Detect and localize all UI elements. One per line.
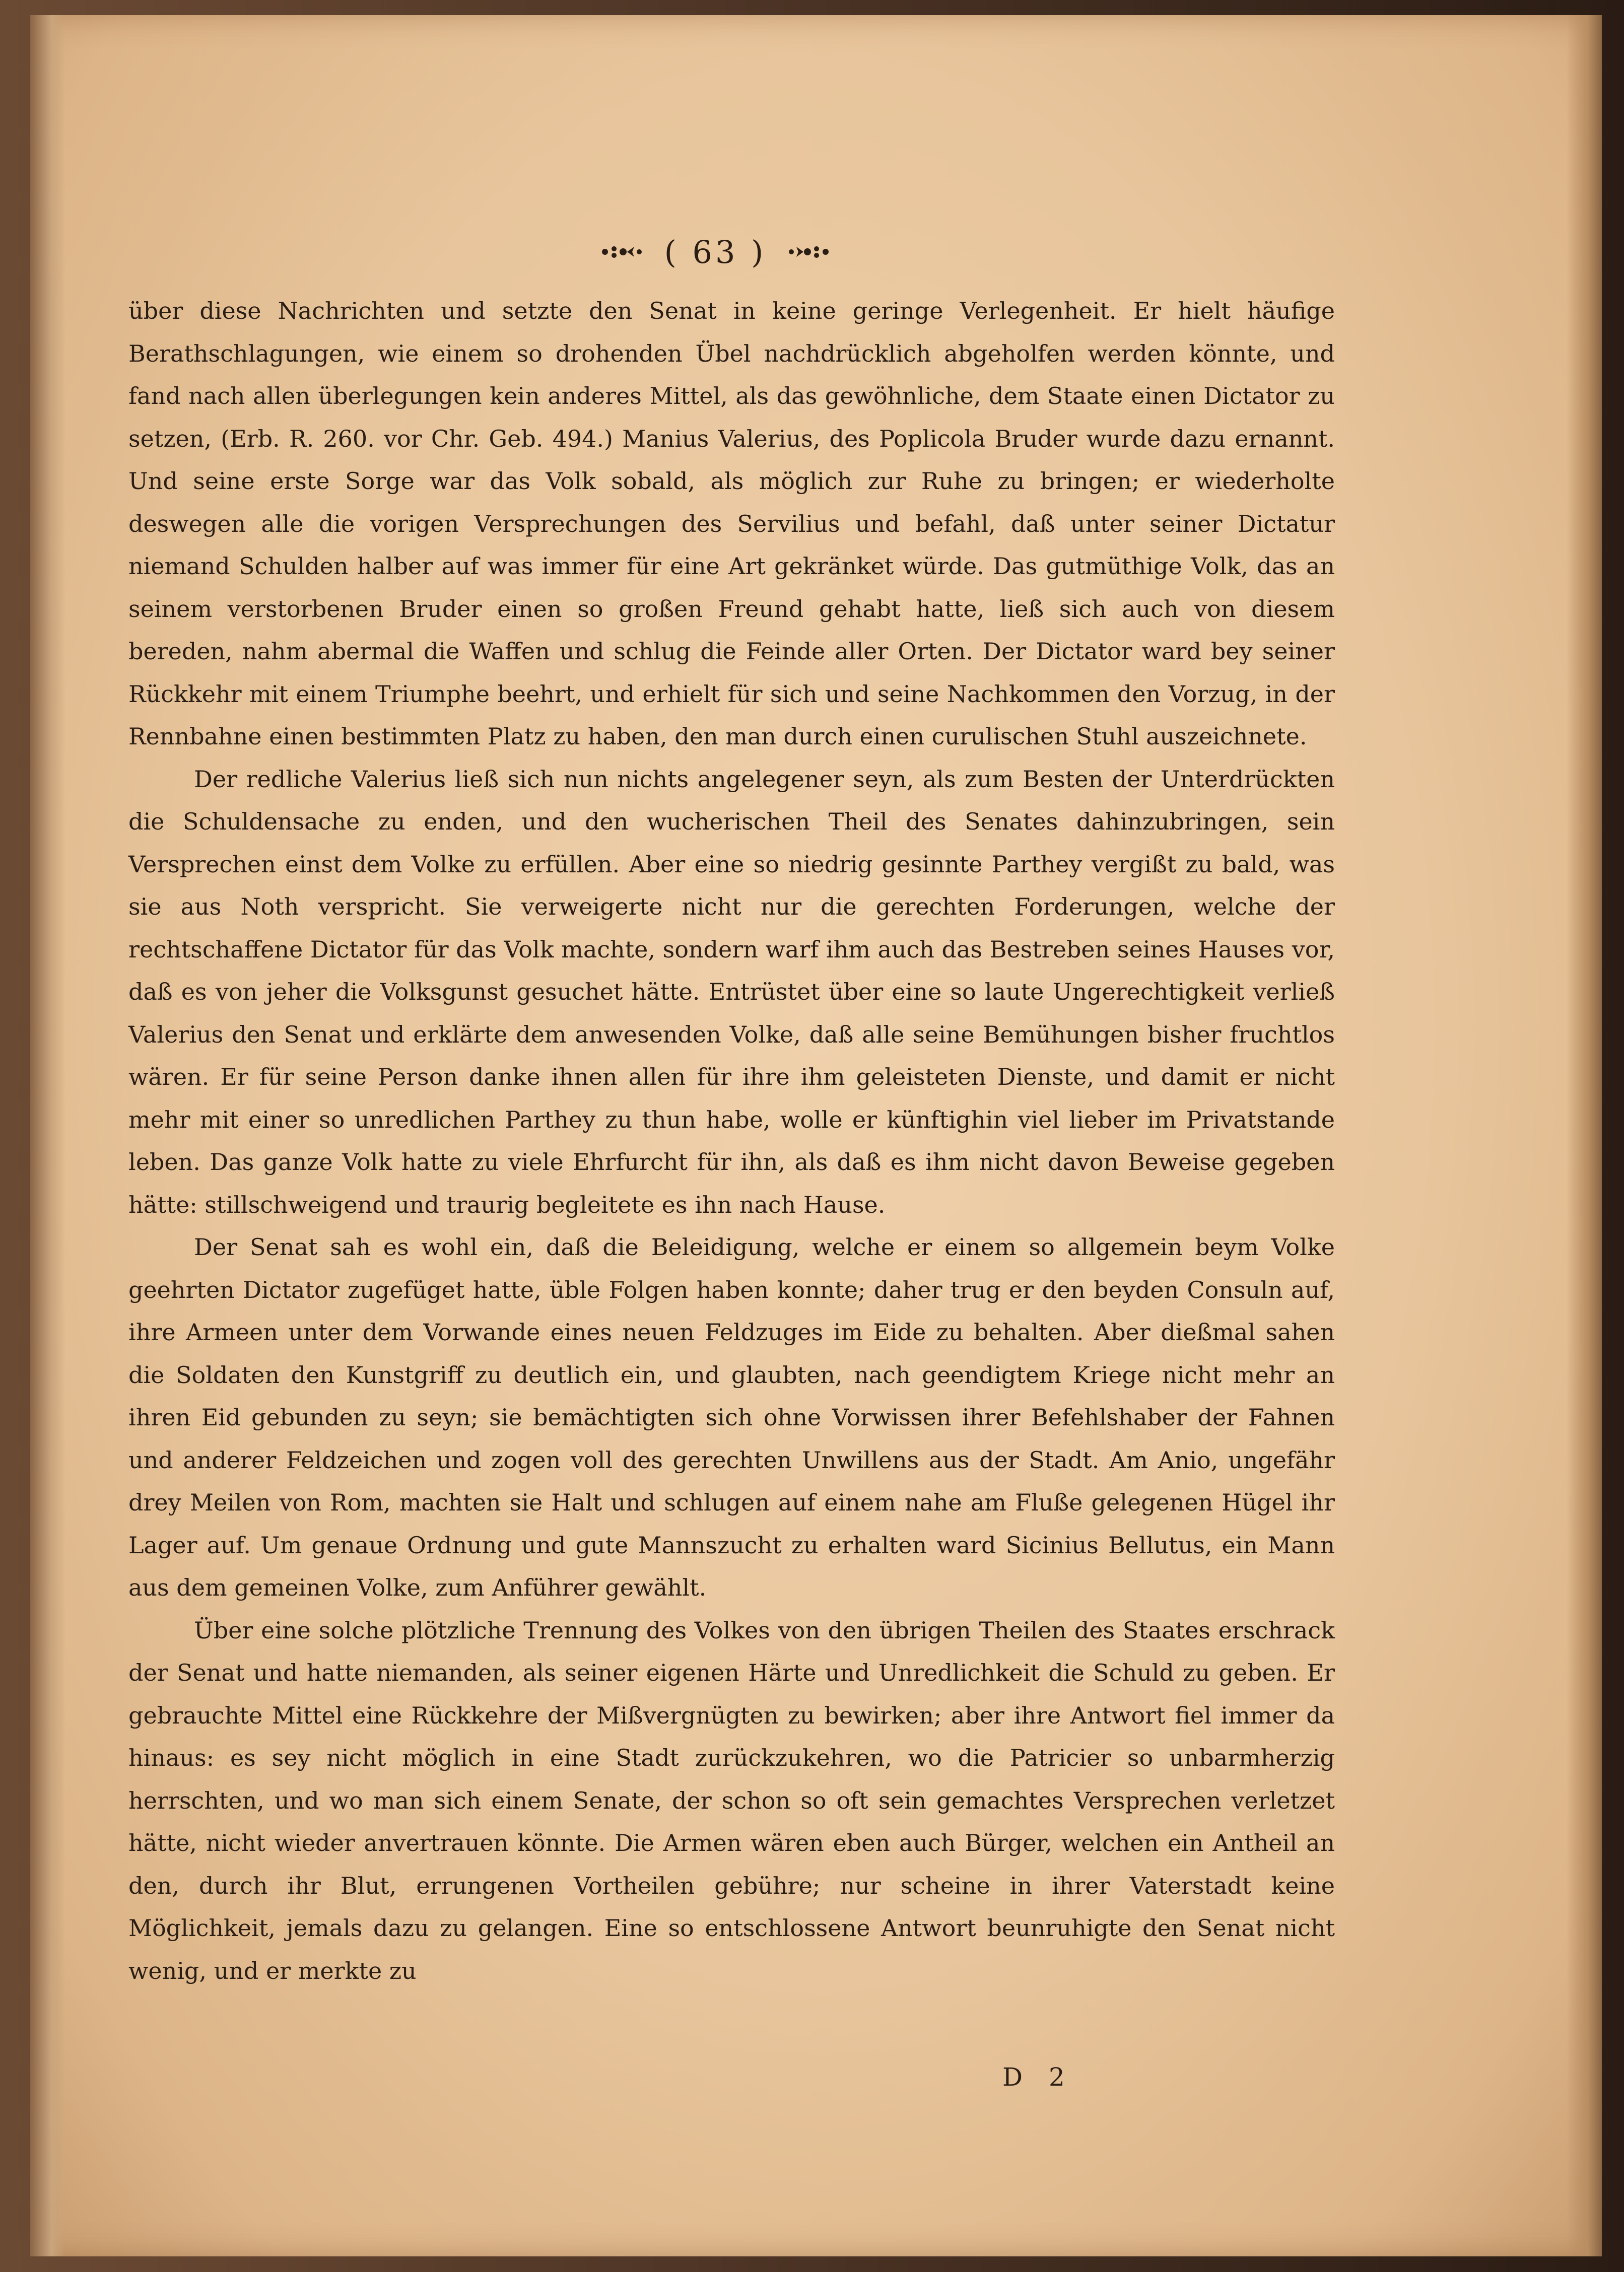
body-text — [128, 290, 1335, 1992]
paragraph-2: Der redliche Valerius ließ sich nun nichts angelegener seyn, als zum Besten der Unterdrückten die Schuldensache zu enden, und den wucherischen Theil des Senates dahinzubringen, sein Versprechen einst dem Volke zu erfüllen. Aber eine so niedrig gesinnte Parthey vergißt zu bald, was sie aus Noth verspricht. Sie verweigerte nicht nur die gerechten Forderungen, welche der rechtschaffene Dictator für das Volk machte, sondern warf ihm auch das Bestreben seines Hauses vor, daß es von jeher die Volksgunst gesuchet hätte. Entrüstet über eine so laute Ungerechtigkeit verließ Valerius den Senat und erklärte dem anwesenden Volke, daß alle seine Bemühungen bisher fruchtlos wären. Er für seine Person danke ihnen allen für ihre ihm geleisteten Dienste, und damit er nicht mehr mit einer so unredlichen Parthey zu thun habe, wolle er künftighin viel lieber im Privatstande leben. Das ganze Volk hatte zu viele Ehrfurcht für ihn, als daß es ihm nicht davon Beweise gegeben hätte: stillschweigend und traurig begleitete es ihn nach Hause. — [128, 765, 1335, 1218]
paragraph-4: Über eine solche plötzliche Trennung des Volkes von den übrigen Theilen des Staates erschrack der Senat und hatte niemanden, als seiner eigenen Härte und Unredlichkeit die Schuld zu geben. Er gebrauchte Mittel eine Rückkehre der Mißvergnügten zu bewirken; aber ihre Antwort fiel immer da hinaus: es sey nicht möglich in eine Stadt zurückzukehren, wo die Patricier so unbarmherzig herrschten, und wo man sich einem Senate, der schon so oft sein gemachtes Versprechen verletzet hätte, nicht wieder anvertrauen könnte. Die Armen wären eben auch Bürger, welchen ein Antheil an den, durch ihr Blut, errungenen Vortheilen gebühre; nur scheine in ihrer Vaterstadt keine Möglichkeit, jemals dazu zu gelangen. Eine so entschlossene Antwort beunruhigte den Senat nicht wenig, und er merkte zu — [128, 1616, 1335, 1984]
page-edge-shadow — [1567, 15, 1602, 2256]
page-number: ( 63 ) — [664, 233, 767, 270]
right-ornament-icon — [786, 242, 832, 262]
page-header — [564, 227, 866, 277]
left-ornament-icon — [599, 242, 644, 262]
signature-mark: D 2 — [1002, 2062, 1074, 2092]
paragraph-3: Der Senat sah es wohl ein, daß die Beleidigung, welche er einem so allgemein beym Volke geehrten Dictator zugefüget hatte, üble Folgen haben konnte; daher trug er den beyden Consuln auf, ihre Armeen unter dem Vorwande eines neuen Feldzuges im Eide zu behalten. Aber dießmal sahen die Soldaten den Kunstgriff zu deutlich ein, und glaubten, nach geendigtem Kriege nicht mehr an ihren Eid gebunden zu seyn; sie bemächtigten sich ohne Vorwissen ihrer Befehlshaber der Fahnen und anderer Feldzeichen und zogen voll des gerechten Unwillens aus der Stadt. Am Anio, ungefähr drey Meilen von Rom, machten sie Halt und schlugen auf einem nahe am Fluße gelegenen Hügel ihr Lager auf. Um genaue Ordnung und gute Mannszucht zu erhalten ward Sicinius Bellutus, ein Mann aus dem gemeinen Volke, zum Anführer gewählt. — [128, 1233, 1335, 1601]
page-gutter-shadow — [30, 15, 65, 2256]
paragraph-1: über diese Nachrichten und setzte den Senat in keine geringe Verlegenheit. Er hielt häufige Berathschlagungen, wie einem so drohenden Übel nachdrücklich abgeholfen werden könnte, und fand nach allen überlegungen kein anderes Mittel, als das gewöhnliche, dem Staate einen Dictator zu setzen, (Erb. R. 260. vor Chr. Geb. 494.) Manius Valerius, des Poplicola Bruder wurde dazu ernannt. Und seine erste Sorge war das Volk sobald, als möglich zur Ruhe zu bringen; er wiederholte deswegen alle die vorigen Versprechungen des Servilius und befahl, daß unter seiner Dictatur niemand Schulden halber auf was immer für eine Art gekränket würde. Das gutmüthige Volk, das an seinem verstorbenen Bruder einen so großen Freund gehabt hatte, ließ sich auch von diesem bereden, nahm abermal die Waffen und schlug die Feinde aller Orten. Der Dictator ward bey seiner Rückkehr mit einem Triumphe beehrt, und erhielt für sich und seine Nachkommen den Vorzug, in der Rennbahne einen bestimmten Platz zu haben, den man durch einen curulischen Stuhl auszeichnete. — [128, 297, 1335, 750]
